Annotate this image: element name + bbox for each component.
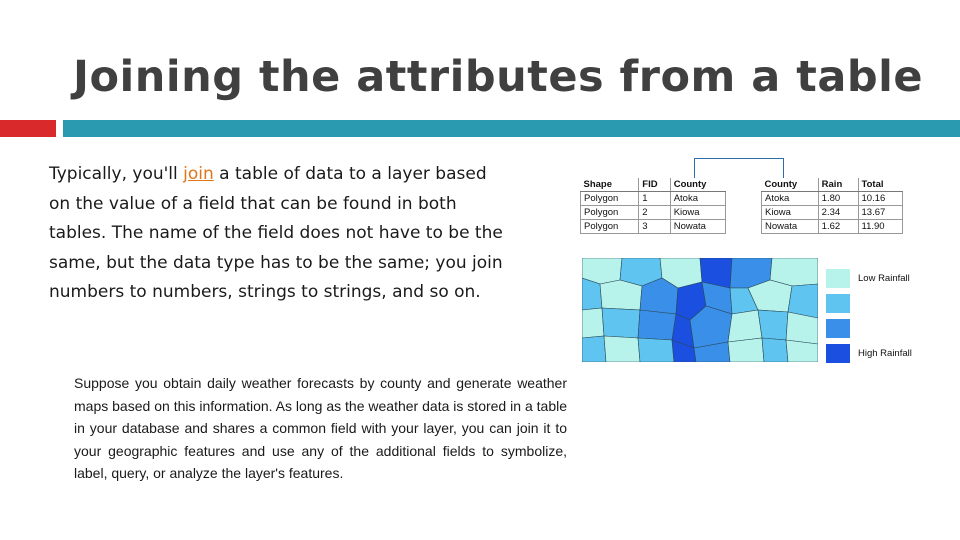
column-header: Total bbox=[858, 178, 902, 192]
rainfall-table bbox=[761, 178, 903, 234]
column-header: County bbox=[762, 178, 819, 192]
table-cell: 3 bbox=[639, 220, 670, 234]
join-connector-line bbox=[694, 158, 784, 178]
table-row bbox=[581, 192, 726, 206]
table-cell: Kiowa bbox=[762, 206, 819, 220]
table-cell: Polygon bbox=[581, 220, 639, 234]
table-cell: Kiowa bbox=[670, 206, 725, 220]
table-cell: Atoka bbox=[762, 192, 819, 206]
legend-swatch-low bbox=[826, 269, 850, 288]
table-cell: 2.34 bbox=[818, 206, 858, 220]
table-cell: 2 bbox=[639, 206, 670, 220]
table-cell: Nowata bbox=[762, 220, 819, 234]
accent-bar-teal bbox=[63, 120, 960, 137]
slide-title: Joining the attributes from a table bbox=[73, 52, 924, 102]
legend-high-label: High Rainfall bbox=[858, 348, 912, 359]
table-row bbox=[762, 192, 903, 206]
column-header: Rain bbox=[818, 178, 858, 192]
legend-swatch-medium-high bbox=[826, 319, 850, 338]
table-cell: Nowata bbox=[670, 220, 725, 234]
intro-text-start: Typically, you'll bbox=[49, 164, 184, 184]
county-polygons bbox=[582, 258, 818, 362]
table-cell: 1.80 bbox=[818, 192, 858, 206]
join-link[interactable]: join bbox=[183, 164, 214, 184]
table-cell: Polygon bbox=[581, 206, 639, 220]
table-cell: 10.16 bbox=[858, 192, 902, 206]
accent-bar-red bbox=[0, 120, 56, 137]
table-row bbox=[762, 206, 903, 220]
county-rainfall-map bbox=[582, 258, 818, 362]
column-header: Shape bbox=[581, 178, 639, 192]
intro-paragraph bbox=[49, 160, 509, 308]
legend-low-label: Low Rainfall bbox=[858, 273, 910, 284]
map-legend bbox=[826, 269, 956, 365]
table-row bbox=[581, 206, 726, 220]
table-cell: 1 bbox=[639, 192, 670, 206]
layer-attribute-table bbox=[580, 178, 726, 234]
table-cell: Polygon bbox=[581, 192, 639, 206]
legend-swatch-medium-low bbox=[826, 294, 850, 313]
example-paragraph: Suppose you obtain daily weather forecasts by county and generate weather maps based on this information. As long as the weather data is stored in a table in your database and shares a common field with your layer, you can join it to your geographic features and use any of the additional fields to symbolize, label, query, or analyze the layer's features. bbox=[74, 375, 567, 482]
table-cell: 13.67 bbox=[858, 206, 902, 220]
legend-swatch-high bbox=[826, 344, 850, 363]
table-row bbox=[762, 220, 903, 234]
column-header: County bbox=[670, 178, 725, 192]
table-cell: 11.90 bbox=[858, 220, 902, 234]
table-cell: 1.62 bbox=[818, 220, 858, 234]
table-cell: Atoka bbox=[670, 192, 725, 206]
column-header: FID bbox=[639, 178, 670, 192]
table-row bbox=[581, 220, 726, 234]
intro-text-rest: a table of data to a layer based on the value of a field that can be found in both tables. The name of the field does not have to be the same, but the data type has to be the same; you join numbers to numbers, strings to strings, and so on. bbox=[49, 164, 503, 302]
join-illustration bbox=[576, 155, 960, 370]
